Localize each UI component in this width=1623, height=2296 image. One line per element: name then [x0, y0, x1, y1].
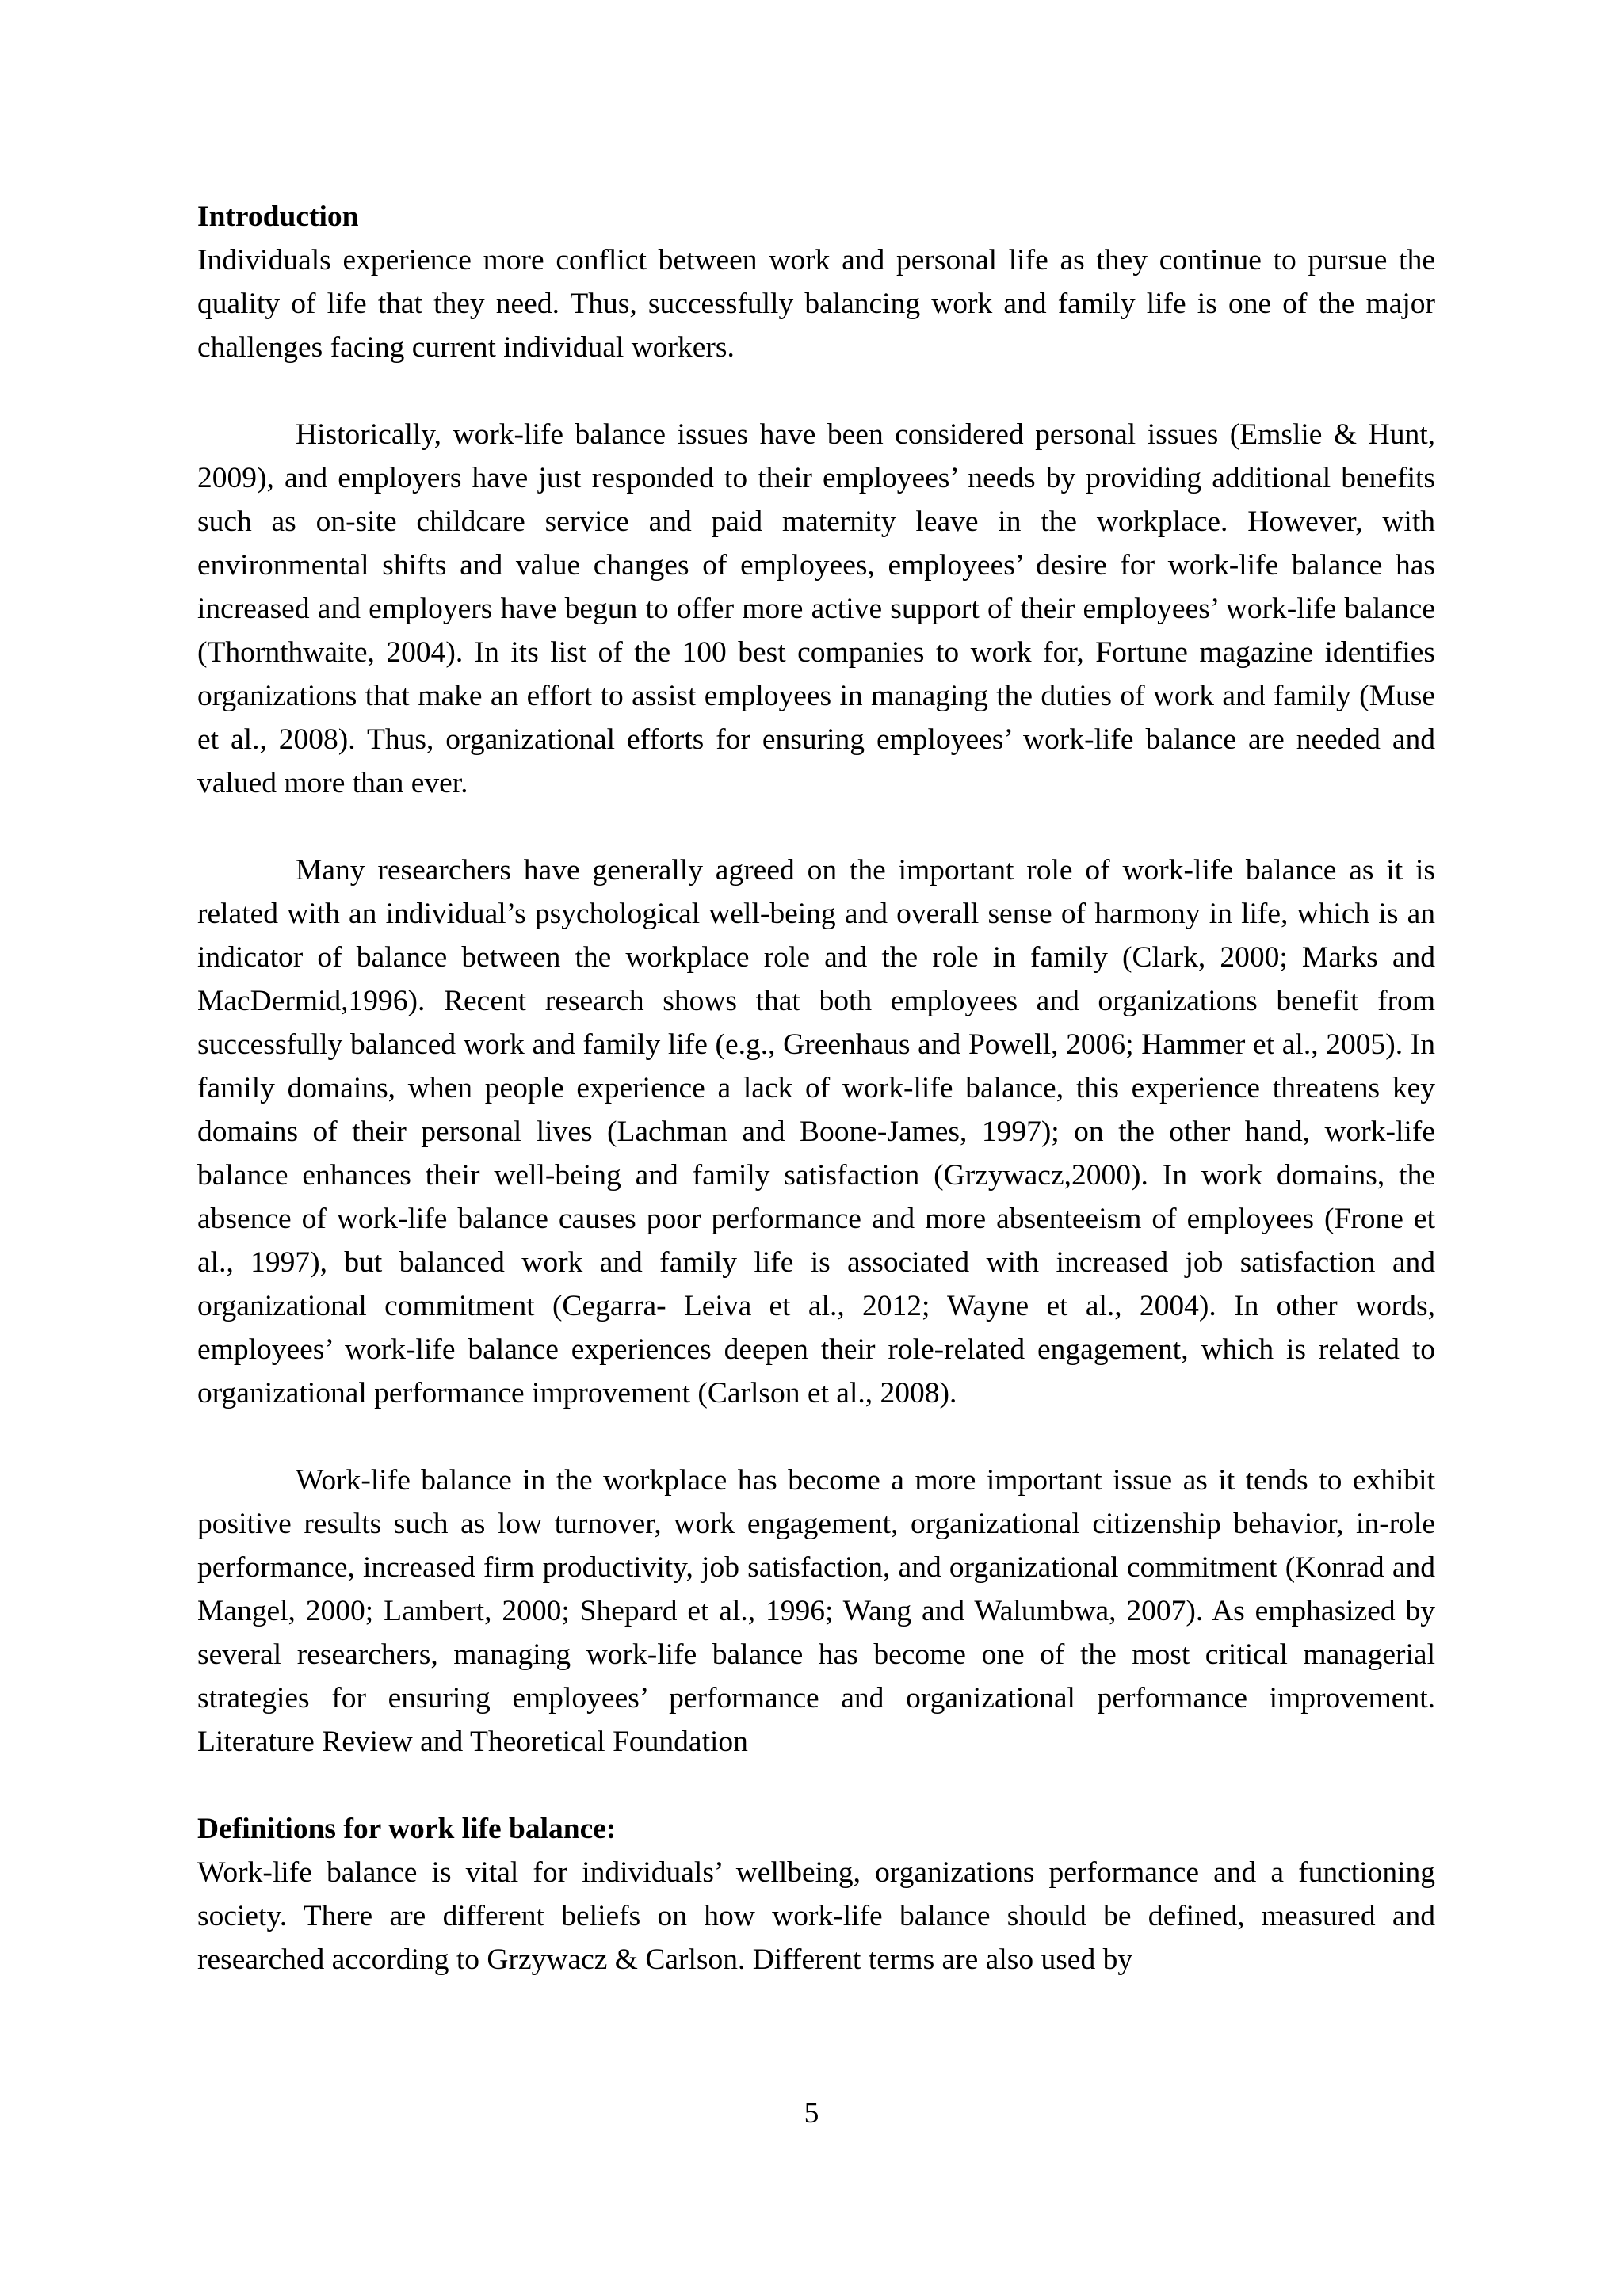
introduction-paragraph-4: Work-life balance in the workplace has become a more important issue as it tends to exhibit positive results such as low turnover, work engagement, organizational citizenship behavior, in-role performance, increased firm productivity, job satisfaction, and organizational commitment (Konrad and Mangel, 2000; Lambert, 2000; Shepard et al., 1996; Wang and Walumbwa, 2007). As emphasized by several researchers, managing work-life balance has become one of the most critical managerial strategies for ensuring employees’ performance and organizational performance improvement. Literature Review and Theoretical Foundation — [197, 1464, 1435, 1758]
paragraph-spacer — [197, 1415, 1435, 1459]
introduction-paragraph-1: Individuals experience more conflict between work and personal life as they continue to pursue the quality of life that they need. Thus, successfully balancing work and family life is one of the major challenges facing current individual workers. — [197, 244, 1435, 364]
introduction-heading: Introduction — [197, 200, 359, 233]
page-body — [197, 195, 1435, 1981]
page-number: 5 — [804, 2097, 819, 2130]
introduction-paragraph-2: Historically, work-life balance issues have been considered personal issues (Emslie & Hunt, 2009), and employers have just responded to their employees’ needs by providing additional benefits such as on-site childcare service and paid maternity leave in the workplace. However, with environmental shifts and value changes of employees, employees’ desire for work-life balance has increased and employers have begun to offer more active support of their employees’ work-life balance (Thornthwaite, 2004). In its list of the 100 best companies to work for, Fortune magazine identifies organizations that make an effort to assist employees in managing the duties of work and family (Muse et al., 2008). Thus, organizational efforts for ensuring employees’ work-life balance are needed and valued more than ever. — [197, 418, 1435, 799]
introduction-paragraph-3: Many researchers have generally agreed on the important role of work-life balance as it is related with an individual’s psychological well-being and overall sense of harmony in life, which is an indicator of balance between the workplace role and the role in family (Clark, 2000; Marks and MacDermid,1996). Recent research shows that both employees and organizations benefit from successfully balanced work and family life (e.g., Greenhaus and Powell, 2006; Hammer et al., 2005). In family domains, when people experience a lack of work-life balance, this experience threatens key domains of their personal lives (Lachman and Boone-James, 1997); on the other hand, work-life balance enhances their well-being and family satisfaction (Grzywacz,2000). In work domains, the absence of work-life balance causes poor performance and more absenteeism of employees (Frone et al., 1997), but balanced work and family life is associated with increased job satisfaction and organizational commitment (Cegarra- Leiva et al., 2012; Wayne et al., 2004). In other words, employees’ work-life balance experiences deepen their role-related engagement, which is related to organizational performance improvement (Carlson et al., 2008). — [197, 854, 1435, 1409]
definitions-paragraph-1: Work-life balance is vital for individuals’ wellbeing, organizations performance and a functioning society. There are different beliefs on how work-life balance should be defined, measured and researched according to Grzywacz & Carlson. Different terms are also used by — [197, 1856, 1435, 1976]
paragraph-spacer — [197, 369, 1435, 413]
paragraph-spacer — [197, 1764, 1435, 1807]
definitions-heading: Definitions for work life balance: — [197, 1813, 617, 1845]
paragraph-spacer — [197, 805, 1435, 849]
